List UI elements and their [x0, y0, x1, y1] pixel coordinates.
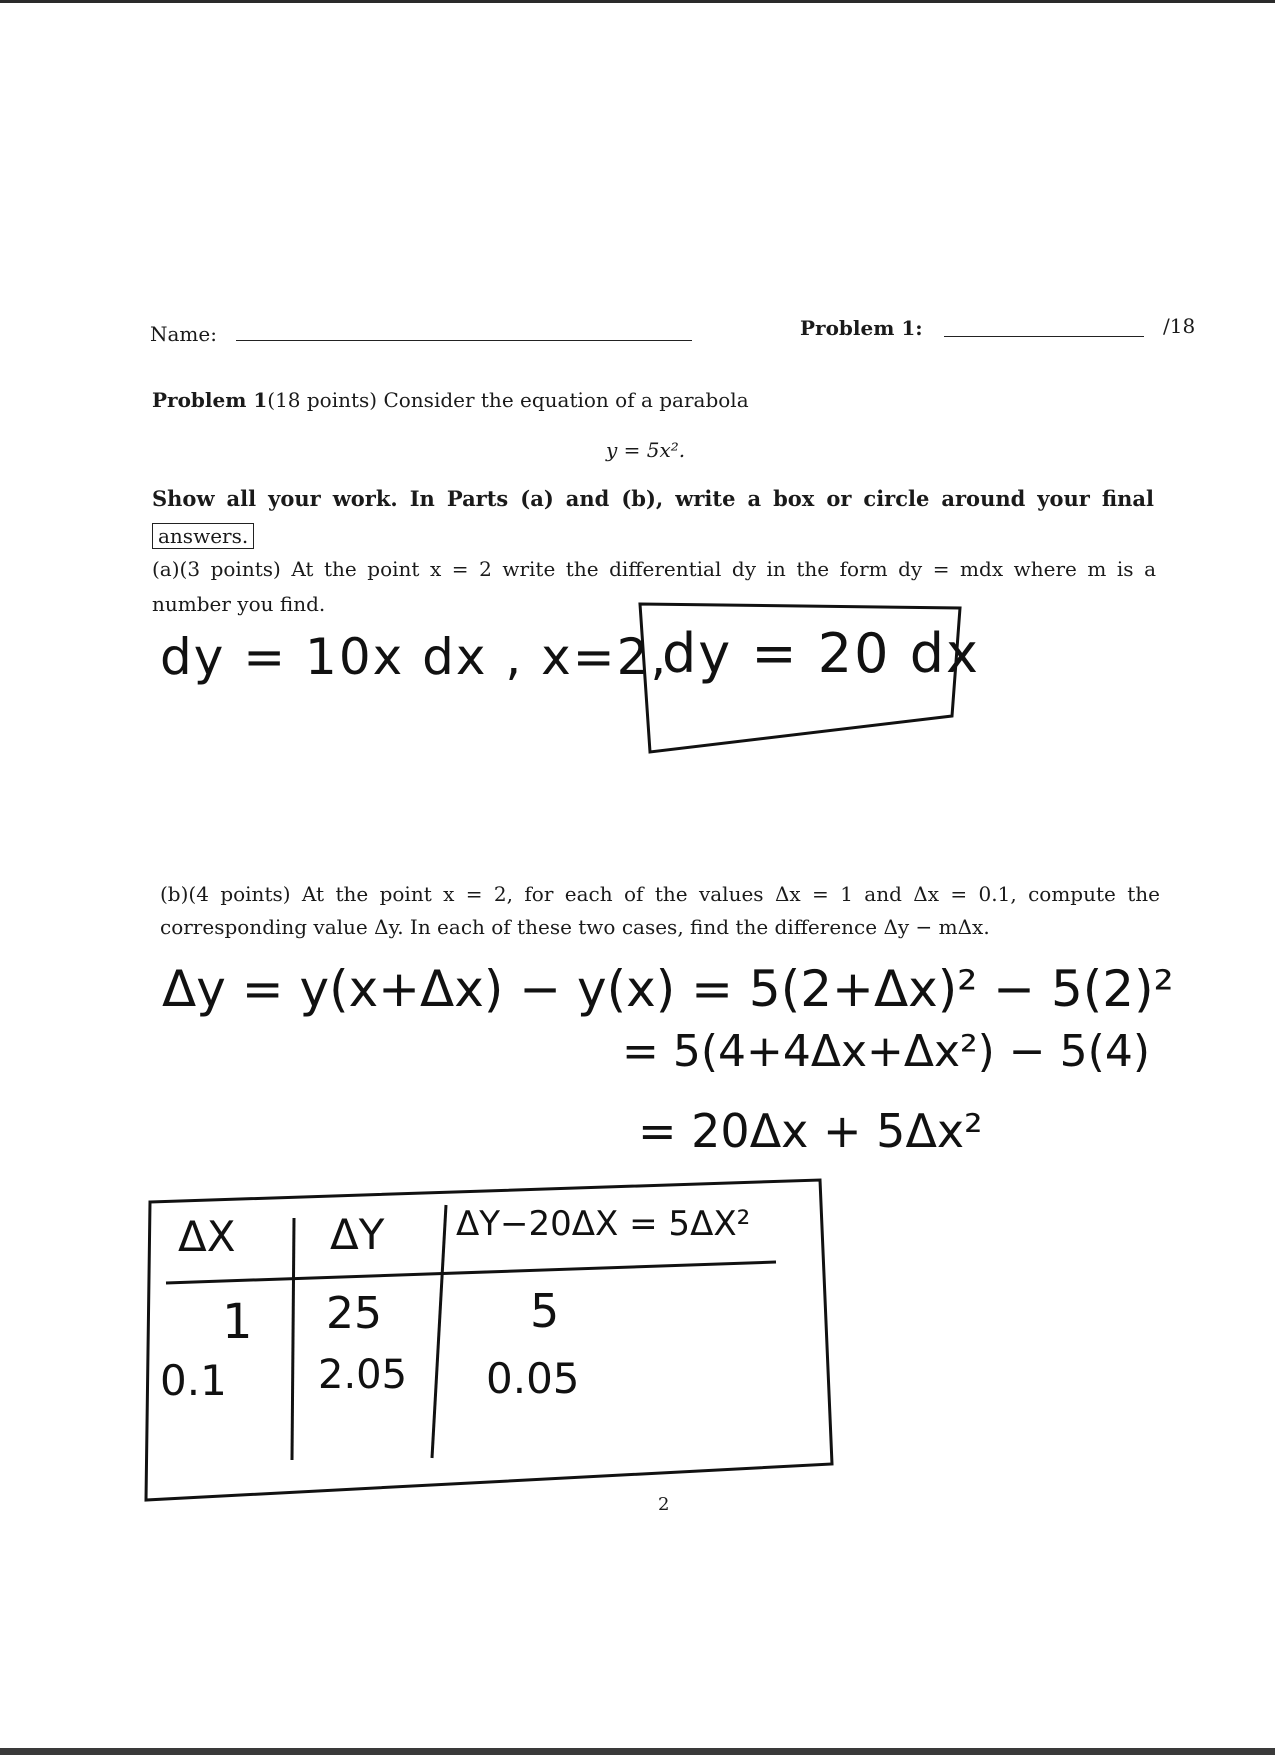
page-number: 2 [658, 1494, 670, 1515]
parabola-equation: y = 5x². [606, 438, 686, 462]
part-a-prompt-line1: (a)(3 points) At the point x = 2 write the differential dy in the form dy = mdx where m is a [152, 557, 1156, 581]
answer-box-a [640, 604, 960, 752]
table-row1-dy: 25 [326, 1288, 382, 1339]
instructions: Show all your work. In Parts (a) and (b), write a box or circle around your final [152, 486, 1154, 511]
table-col-divider-1 [292, 1218, 294, 1460]
part-b-work-line2: = 5(4+4Δx+Δx²) − 5(4) [622, 1026, 1150, 1077]
score-total: /18 [1163, 314, 1196, 338]
part-b-work-line3: = 20Δx + 5Δx² [638, 1104, 983, 1158]
table-row1-dx: 1 [222, 1294, 253, 1350]
part-b-prompt-line2: corresponding value Δy. In each of these two cases, find the difference Δy − mΔx. [160, 915, 990, 939]
part-b-prompt-line1: (b)(4 points) At the point x = 2, for each of the values Δx = 1 and Δx = 0.1, compute the [160, 882, 1160, 906]
table-col-divider-2 [432, 1205, 446, 1458]
table-row2-dy: 2.05 [318, 1352, 408, 1398]
table-header-dx: ΔX [178, 1212, 236, 1261]
answers-word: answers. [152, 523, 254, 549]
table-row1-diff: 5 [530, 1284, 560, 1338]
table-header-rule [166, 1262, 776, 1283]
table-header-dy: ΔY [330, 1210, 385, 1259]
problem-score-label: Problem 1: [800, 316, 923, 340]
problem-heading: Problem 1 [152, 388, 268, 412]
part-a-handwritten-work: dy = 10x dx , x=2, [160, 628, 669, 686]
table-header-diff: ΔY−20ΔX = 5ΔX² [456, 1204, 751, 1244]
problem-intro: (18 points) Consider the equation of a parabola [267, 388, 749, 412]
name-label: Name: [150, 322, 217, 346]
part-b-work-line1: Δy = y(x+Δx) − y(x) = 5(2+Δx)² − 5(2)² [162, 960, 1174, 1018]
table-row2-dx: 0.1 [160, 1356, 227, 1405]
part-a-handwritten-answer: dy = 20 dx [662, 622, 980, 685]
table-row2-diff: 0.05 [486, 1354, 580, 1403]
part-a-prompt-line2: number you find. [152, 592, 326, 616]
